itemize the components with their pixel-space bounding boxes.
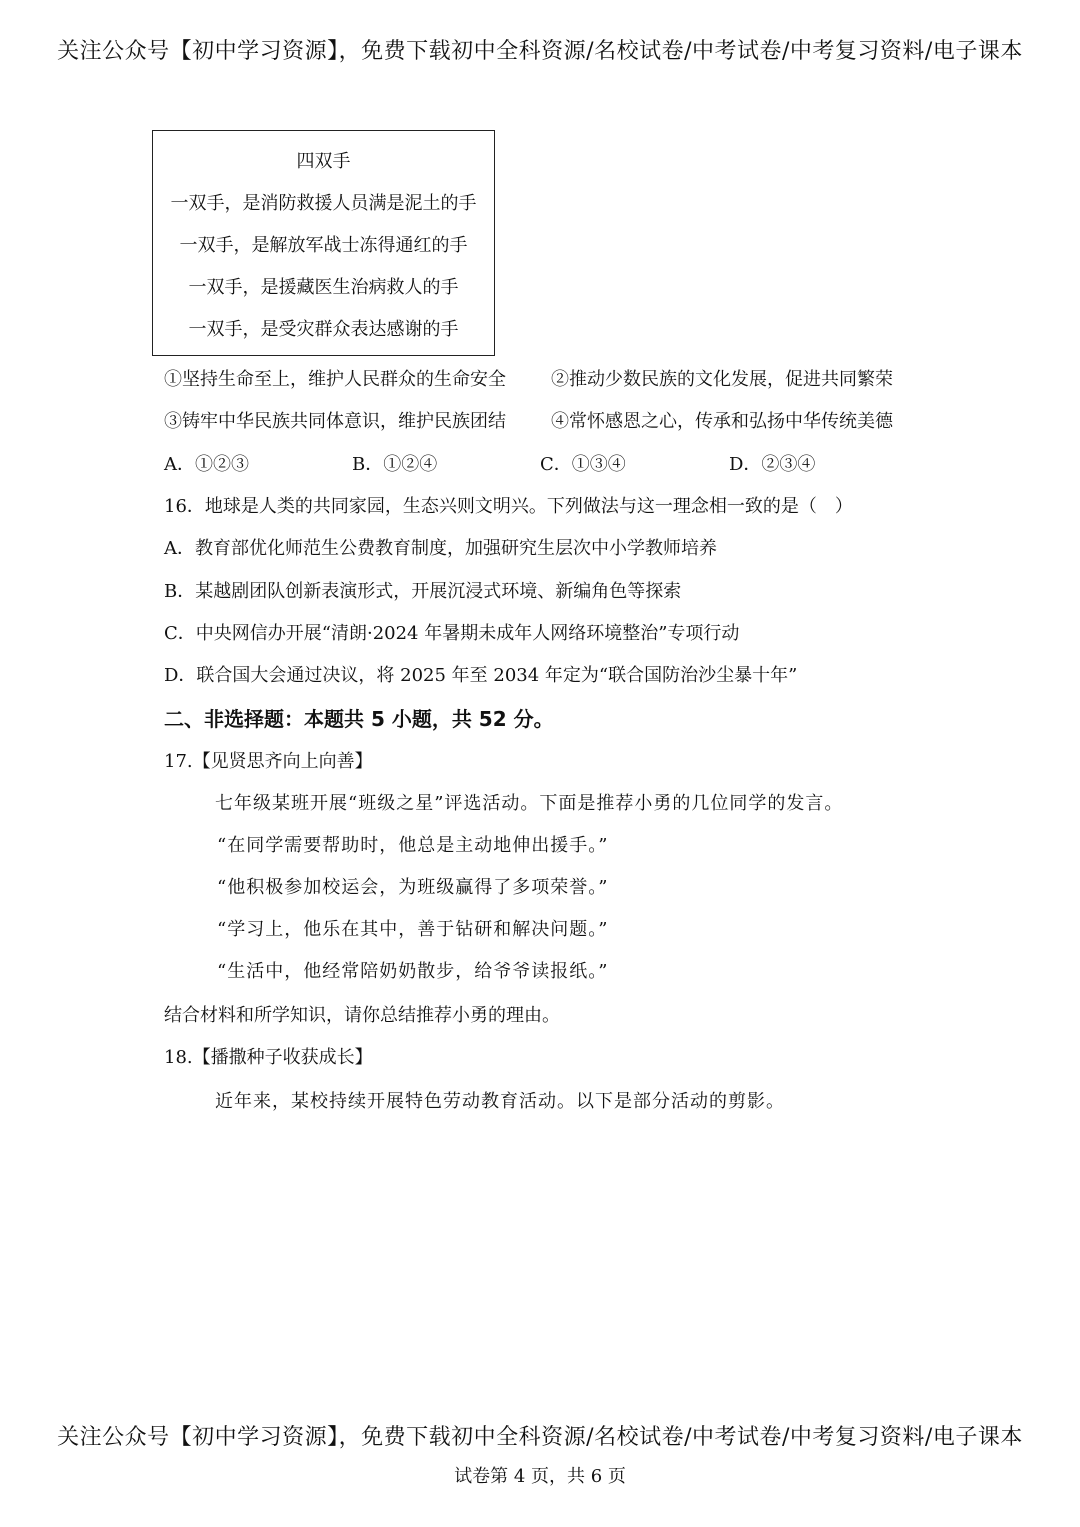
q17-quote-3: “学习上，他乐在其中，善于钻研和解决问题。” — [217, 919, 609, 940]
q18-intro: 近年来，某校持续开展特色劳动教育活动。以下是部分活动的剪影。 — [215, 1091, 785, 1112]
q15-option-d: D．②③④ — [729, 454, 816, 475]
poem-title: 四双手 — [296, 151, 351, 172]
page-number: 试卷第 4 页，共 6 页 — [454, 1466, 626, 1487]
q17-title: 17.【见贤思齐向上向善】 — [164, 751, 373, 772]
poem-box — [152, 130, 495, 356]
q17-intro: 七年级某班开展“班级之星”评选活动。下面是推荐小勇的几位同学的发言。 — [215, 793, 844, 814]
footer-banner: 关注公众号【初中学习资源】，免费下载初中全科资源/名校试卷/中考试卷/中考复习资料/电子课本 — [57, 1425, 1023, 1450]
q15-option-a: A．①②③ — [164, 454, 249, 475]
q16-option-d: D．联合国大会通过决议，将 2025 年至 2034 年定为“联合国防治沙尘暴十年” — [164, 665, 798, 686]
header-banner: 关注公众号【初中学习资源】，免费下载初中全科资源/名校试卷/中考试卷/中考复习资料/电子课本 — [57, 39, 1023, 64]
q16-option-a: A．教育部优化师范生公费教育制度，加强研究生层次中小学教师培养 — [164, 538, 717, 559]
poem-line-3: 一双手，是援藏医生治病救人的手 — [188, 277, 459, 298]
q15-statement-1: ①坚持生命至上，维护人民群众的生命安全 — [164, 369, 506, 390]
q17-quote-4: “生活中，他经常陪奶奶散步，给爷爷读报纸。” — [217, 961, 609, 982]
section2-heading: 二、非选择题：本题共 5 小题，共 52 分。 — [164, 707, 554, 731]
q18-title: 18.【播撒种子收获成长】 — [164, 1047, 373, 1068]
q16-option-b: B．某越剧团队创新表演形式，开展沉浸式环境、新编角色等探索 — [164, 581, 682, 602]
q17-question: 结合材料和所学知识，请你总结推荐小勇的理由。 — [164, 1005, 560, 1026]
q15-statement-3: ③铸牢中华民族共同体意识，维护民族团结 — [164, 411, 506, 432]
q15-statement-4: ④常怀感恩之心，传承和弘扬中华传统美德 — [551, 411, 893, 432]
q17-quote-1: “在同学需要帮助时，他总是主动地伸出援手。” — [217, 835, 609, 856]
q15-option-b: B．①②④ — [352, 454, 438, 475]
q15-option-c: C．①③④ — [540, 454, 626, 475]
poem-line-2: 一双手，是解放军战士冻得通红的手 — [179, 235, 468, 256]
q16-stem: 16．地球是人类的共同家园，生态兴则文明兴。下列做法与这一理念相一致的是（ ） — [164, 496, 853, 517]
q16-option-c: C．中央网信办开展“清朗·2024 年暑期未成年人网络环境整治”专项行动 — [164, 623, 740, 644]
q17-quote-2: “他积极参加校运会，为班级赢得了多项荣誉。” — [217, 877, 609, 898]
q15-statement-2: ②推动少数民族的文化发展，促进共同繁荣 — [551, 369, 893, 390]
poem-line-1: 一双手，是消防救援人员满是泥土的手 — [170, 193, 477, 214]
poem-line-4: 一双手，是受灾群众表达感谢的手 — [188, 319, 459, 340]
